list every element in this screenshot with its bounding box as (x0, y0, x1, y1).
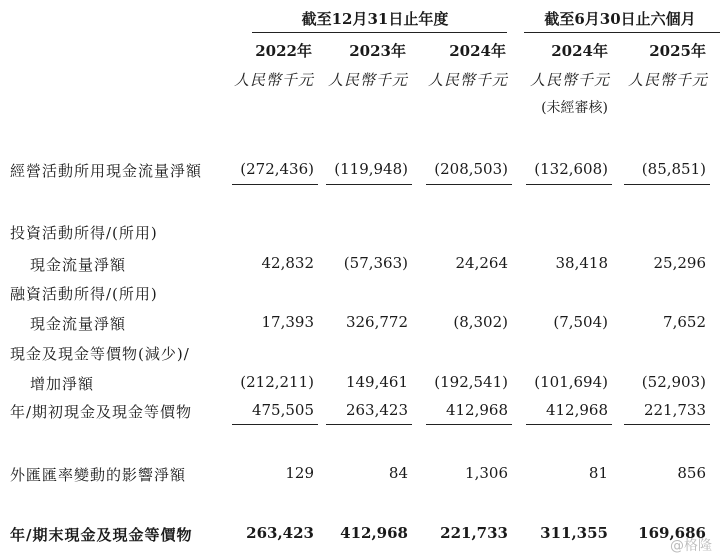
row-label-operating: 經營活動所用現金流量淨額 (10, 162, 203, 180)
underline-opening-4 (526, 424, 612, 425)
cell-opening-2025h1: 221,733 (643, 401, 706, 419)
cell-closing-2024: 221,733 (440, 524, 508, 542)
cell-operating-2022: (272,436) (240, 160, 314, 178)
cell-opening-2024: 412,968 (445, 401, 508, 419)
row-label-opening: 年/期初現金及現金等價物 (10, 403, 193, 421)
cell-financing-2022: 17,393 (261, 313, 314, 331)
cell-opening-2024h1: 412,968 (545, 401, 608, 419)
underline-operating-1 (232, 184, 318, 185)
row-label-fx-effect: 外匯匯率變動的影響淨額 (10, 466, 187, 484)
cell-opening-2022: 475,505 (251, 401, 314, 419)
cell-netchange-2023: 149,461 (345, 373, 408, 391)
row-label-net-change-2: 增加淨額 (30, 375, 95, 393)
cell-closing-2023: 412,968 (340, 524, 408, 542)
cell-investing-2024h1: 38,418 (555, 254, 608, 272)
watermark-text: @格隆 (670, 538, 712, 554)
row-label-financing-net: 現金流量淨額 (30, 315, 127, 333)
interim-period-header: 截至6月30日止六個月 (544, 10, 696, 28)
unaudited-note: (未經審核) (541, 100, 608, 116)
underline-opening-5 (624, 424, 710, 425)
underline-opening-2 (326, 424, 412, 425)
underline-operating-3 (426, 184, 512, 185)
cell-financing-2025h1: 7,652 (663, 313, 706, 331)
cell-investing-2024: 24,264 (455, 254, 508, 272)
underline-operating-2 (326, 184, 412, 185)
cell-operating-2024h1: (132,608) (534, 160, 608, 178)
annual-header-rule (252, 32, 507, 33)
year-header-1: 2022年 (255, 42, 312, 60)
row-label-investing: 投資活動所得/(所用) (10, 224, 158, 242)
underline-operating-5 (624, 184, 710, 185)
cell-investing-2022: 42,832 (261, 254, 314, 272)
cell-operating-2025h1: (85,851) (641, 160, 706, 178)
underline-opening-3 (426, 424, 512, 425)
cell-financing-2024: (8,302) (453, 313, 508, 331)
unit-header-4: 人民幣千元 (529, 71, 610, 89)
year-header-3: 2024年 (449, 42, 506, 60)
interim-header-rule (524, 32, 720, 33)
cell-financing-2023: 326,772 (345, 313, 408, 331)
cell-investing-2025h1: 25,296 (653, 254, 706, 272)
year-header-5: 2025年 (649, 42, 706, 60)
unit-header-1: 人民幣千元 (233, 71, 314, 89)
cell-netchange-2025h1: (52,903) (641, 373, 706, 391)
cell-closing-2025h1: 169,686 (638, 524, 706, 542)
cell-fx-2025h1: 856 (677, 464, 706, 482)
year-header-2: 2023年 (349, 42, 406, 60)
row-label-investing-net: 現金流量淨額 (30, 256, 127, 274)
cell-netchange-2022: (212,211) (240, 373, 314, 391)
underline-opening-1 (232, 424, 318, 425)
cell-financing-2024h1: (7,504) (553, 313, 608, 331)
row-label-net-change: 現金及現金等價物(減少)/ (10, 345, 190, 363)
cell-opening-2023: 263,423 (345, 401, 408, 419)
cell-netchange-2024: (192,541) (434, 373, 508, 391)
year-header-4: 2024年 (551, 42, 608, 60)
cell-operating-2024: (208,503) (434, 160, 508, 178)
cell-fx-2023: 84 (388, 464, 408, 482)
unit-header-3: 人民幣千元 (427, 71, 508, 89)
unit-header-5: 人民幣千元 (627, 71, 708, 89)
cell-investing-2023: (57,363) (343, 254, 408, 272)
cell-closing-2022: 263,423 (246, 524, 314, 542)
row-label-closing: 年/期末現金及現金等價物 (10, 526, 193, 544)
cell-fx-2024h1: 81 (588, 464, 608, 482)
unit-header-2: 人民幣千元 (327, 71, 408, 89)
underline-operating-4 (526, 184, 612, 185)
cell-fx-2022: 129 (285, 464, 314, 482)
cell-fx-2024: 1,306 (465, 464, 508, 482)
cell-netchange-2024h1: (101,694) (534, 373, 608, 391)
cell-operating-2023: (119,948) (334, 160, 408, 178)
cell-closing-2024h1: 311,355 (540, 524, 608, 542)
annual-period-header: 截至12月31日止年度 (301, 10, 449, 28)
row-label-financing: 融資活動所得/(所用) (10, 285, 158, 303)
